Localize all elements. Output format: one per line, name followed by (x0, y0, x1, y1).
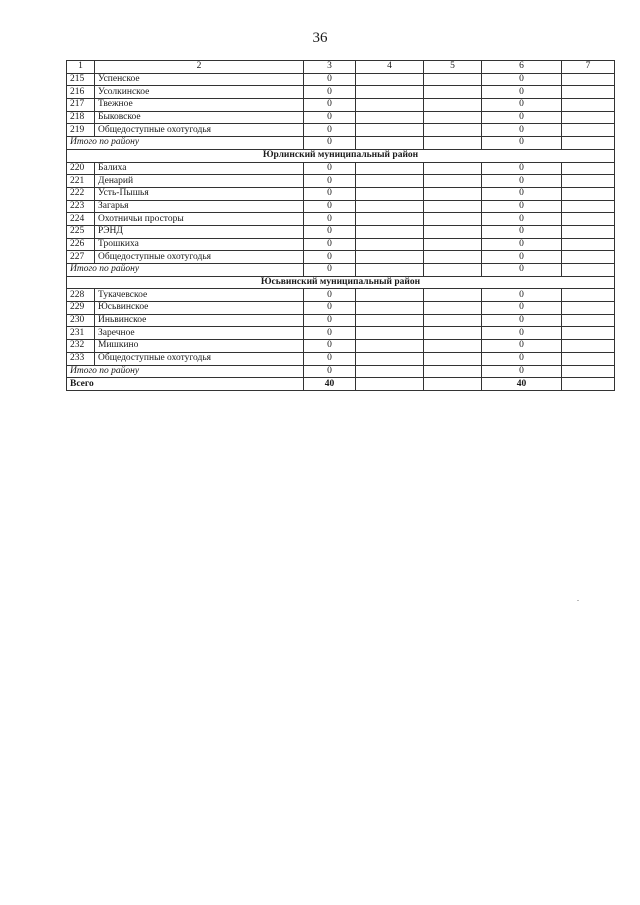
ground-name: Мишкино (95, 340, 304, 353)
value-col-6: 0 (482, 352, 562, 365)
value-col-4 (356, 352, 424, 365)
subtotal-col-5 (424, 264, 482, 277)
table-row (67, 225, 615, 238)
ground-name: Балиха (95, 162, 304, 175)
ground-name: Тукачевское (95, 289, 304, 302)
table-row (67, 175, 615, 188)
ground-name: Усть-Пышья (95, 187, 304, 200)
ground-name: Общедоступные охотугодья (95, 124, 304, 137)
row-number: 224 (67, 213, 95, 226)
grand-total-col-4 (356, 378, 424, 391)
value-col-4 (356, 86, 424, 99)
value-col-7 (562, 73, 615, 86)
value-col-7 (562, 111, 615, 124)
row-number: 229 (67, 302, 95, 315)
value-col-7 (562, 238, 615, 251)
table-row (67, 213, 615, 226)
ground-name: Охотничьи просторы (95, 213, 304, 226)
value-col-5 (424, 314, 482, 327)
table-row (67, 124, 615, 137)
subtotal-col-6: 0 (482, 264, 562, 277)
ground-name: Твежное (95, 99, 304, 112)
subtotal-row (67, 365, 615, 378)
subtotal-col-7 (562, 365, 615, 378)
table-row (67, 187, 615, 200)
value-col-7 (562, 162, 615, 175)
value-col-5 (424, 352, 482, 365)
value-col-7 (562, 327, 615, 340)
value-col-4 (356, 175, 424, 188)
column-header: 1 (67, 61, 95, 74)
value-col-4 (356, 73, 424, 86)
table-row (67, 327, 615, 340)
value-col-7 (562, 175, 615, 188)
value-col-4 (356, 238, 424, 251)
value-col-6: 0 (482, 251, 562, 264)
table-row (67, 99, 615, 112)
subtotal-col-3: 0 (304, 264, 356, 277)
ground-name: Юсьвинское (95, 302, 304, 315)
row-number: 221 (67, 175, 95, 188)
column-header: 4 (356, 61, 424, 74)
row-number: 218 (67, 111, 95, 124)
subtotal-col-7 (562, 264, 615, 277)
column-header: 3 (304, 61, 356, 74)
value-col-3: 0 (304, 86, 356, 99)
value-col-6: 0 (482, 238, 562, 251)
value-col-5 (424, 86, 482, 99)
subtotal-col-5 (424, 365, 482, 378)
value-col-4 (356, 111, 424, 124)
table-row (67, 162, 615, 175)
grand-total-col-3: 40 (304, 378, 356, 391)
district-name: Юрлинский муниципальный район (67, 149, 615, 162)
table-row (67, 352, 615, 365)
value-col-3: 0 (304, 124, 356, 137)
table-row (67, 302, 615, 315)
subtotal-label: Итого по району (67, 365, 304, 378)
value-col-3: 0 (304, 213, 356, 226)
value-col-5 (424, 175, 482, 188)
value-col-5 (424, 238, 482, 251)
column-header: 7 (562, 61, 615, 74)
value-col-6: 0 (482, 111, 562, 124)
row-number: 217 (67, 99, 95, 112)
district-header-row (67, 276, 615, 289)
value-col-3: 0 (304, 251, 356, 264)
subtotal-col-3: 0 (304, 137, 356, 150)
subtotal-col-4 (356, 264, 424, 277)
ground-name: Общедоступные охотугодья (95, 251, 304, 264)
value-col-6: 0 (482, 99, 562, 112)
value-col-5 (424, 327, 482, 340)
grand-total-row (67, 378, 615, 391)
value-col-6: 0 (482, 213, 562, 226)
ground-name: Денарий (95, 175, 304, 188)
value-col-5 (424, 251, 482, 264)
hunting-grounds-table (66, 60, 615, 391)
value-col-6: 0 (482, 124, 562, 137)
page-number: 36 (312, 30, 328, 46)
column-header: 5 (424, 61, 482, 74)
value-col-6: 0 (482, 162, 562, 175)
value-col-4 (356, 340, 424, 353)
table-row (67, 86, 615, 99)
scan-speck (577, 600, 579, 601)
table-row (67, 340, 615, 353)
value-col-3: 0 (304, 175, 356, 188)
row-number: 215 (67, 73, 95, 86)
value-col-5 (424, 200, 482, 213)
ground-name: РЭНД (95, 225, 304, 238)
value-col-7 (562, 213, 615, 226)
ground-name: Иньвинское (95, 314, 304, 327)
table-row (67, 111, 615, 124)
row-number: 232 (67, 340, 95, 353)
district-header-row (67, 149, 615, 162)
subtotal-col-7 (562, 137, 615, 150)
value-col-6: 0 (482, 289, 562, 302)
row-number: 230 (67, 314, 95, 327)
value-col-3: 0 (304, 200, 356, 213)
subtotal-row (67, 137, 615, 150)
value-col-7 (562, 86, 615, 99)
value-col-7 (562, 352, 615, 365)
value-col-6: 0 (482, 225, 562, 238)
subtotal-col-4 (356, 137, 424, 150)
subtotal-label: Итого по району (67, 264, 304, 277)
value-col-3: 0 (304, 340, 356, 353)
value-col-5 (424, 124, 482, 137)
row-number: 227 (67, 251, 95, 264)
value-col-3: 0 (304, 352, 356, 365)
row-number: 228 (67, 289, 95, 302)
table-row (67, 200, 615, 213)
value-col-7 (562, 124, 615, 137)
value-col-3: 0 (304, 187, 356, 200)
table-row (67, 289, 615, 302)
value-col-5 (424, 162, 482, 175)
value-col-3: 0 (304, 302, 356, 315)
subtotal-label: Итого по району (67, 137, 304, 150)
value-col-6: 0 (482, 327, 562, 340)
value-col-7 (562, 200, 615, 213)
subtotal-row (67, 264, 615, 277)
value-col-7 (562, 251, 615, 264)
value-col-7 (562, 340, 615, 353)
value-col-5 (424, 73, 482, 86)
value-col-3: 0 (304, 314, 356, 327)
value-col-7 (562, 225, 615, 238)
value-col-4 (356, 99, 424, 112)
grand-total-col-6: 40 (482, 378, 562, 391)
district-name: Юсьвинский муниципальный район (67, 276, 615, 289)
value-col-3: 0 (304, 162, 356, 175)
row-number: 219 (67, 124, 95, 137)
value-col-7 (562, 314, 615, 327)
subtotal-col-6: 0 (482, 365, 562, 378)
row-number: 222 (67, 187, 95, 200)
value-col-3: 0 (304, 111, 356, 124)
value-col-4 (356, 225, 424, 238)
value-col-4 (356, 162, 424, 175)
row-number: 223 (67, 200, 95, 213)
table-row (67, 238, 615, 251)
value-col-6: 0 (482, 314, 562, 327)
value-col-6: 0 (482, 200, 562, 213)
grand-total-col-5 (424, 378, 482, 391)
value-col-7 (562, 187, 615, 200)
value-col-7 (562, 289, 615, 302)
value-col-5 (424, 225, 482, 238)
ground-name: Заречное (95, 327, 304, 340)
subtotal-col-3: 0 (304, 365, 356, 378)
row-number: 233 (67, 352, 95, 365)
value-col-6: 0 (482, 302, 562, 315)
column-header: 6 (482, 61, 562, 74)
table-body (67, 61, 615, 391)
value-col-4 (356, 187, 424, 200)
value-col-5 (424, 289, 482, 302)
value-col-3: 0 (304, 327, 356, 340)
table-row (67, 314, 615, 327)
value-col-4 (356, 213, 424, 226)
value-col-4 (356, 251, 424, 264)
subtotal-col-5 (424, 137, 482, 150)
grand-total-col-7 (562, 378, 615, 391)
value-col-6: 0 (482, 175, 562, 188)
value-col-4 (356, 327, 424, 340)
value-col-4 (356, 314, 424, 327)
table-row (67, 73, 615, 86)
ground-name: Загарья (95, 200, 304, 213)
value-col-4 (356, 200, 424, 213)
row-number: 231 (67, 327, 95, 340)
ground-name: Усолкинское (95, 86, 304, 99)
value-col-6: 0 (482, 187, 562, 200)
value-col-4 (356, 289, 424, 302)
value-col-6: 0 (482, 86, 562, 99)
value-col-5 (424, 213, 482, 226)
row-number: 226 (67, 238, 95, 251)
row-number: 220 (67, 162, 95, 175)
column-header: 2 (95, 61, 304, 74)
value-col-3: 0 (304, 99, 356, 112)
value-col-5 (424, 340, 482, 353)
value-col-5 (424, 187, 482, 200)
subtotal-col-6: 0 (482, 137, 562, 150)
ground-name: Успенское (95, 73, 304, 86)
value-col-3: 0 (304, 225, 356, 238)
ground-name: Быковское (95, 111, 304, 124)
table-row (67, 251, 615, 264)
value-col-5 (424, 99, 482, 112)
value-col-4 (356, 124, 424, 137)
column-number-row (67, 61, 615, 74)
value-col-5 (424, 302, 482, 315)
value-col-7 (562, 302, 615, 315)
value-col-6: 0 (482, 73, 562, 86)
value-col-3: 0 (304, 238, 356, 251)
value-col-4 (356, 302, 424, 315)
value-col-7 (562, 99, 615, 112)
value-col-3: 0 (304, 289, 356, 302)
row-number: 216 (67, 86, 95, 99)
ground-name: Трошкиха (95, 238, 304, 251)
subtotal-col-4 (356, 365, 424, 378)
ground-name: Общедоступные охотугодья (95, 352, 304, 365)
grand-total-label: Всего (67, 378, 304, 391)
value-col-6: 0 (482, 340, 562, 353)
row-number: 225 (67, 225, 95, 238)
value-col-5 (424, 111, 482, 124)
value-col-3: 0 (304, 73, 356, 86)
